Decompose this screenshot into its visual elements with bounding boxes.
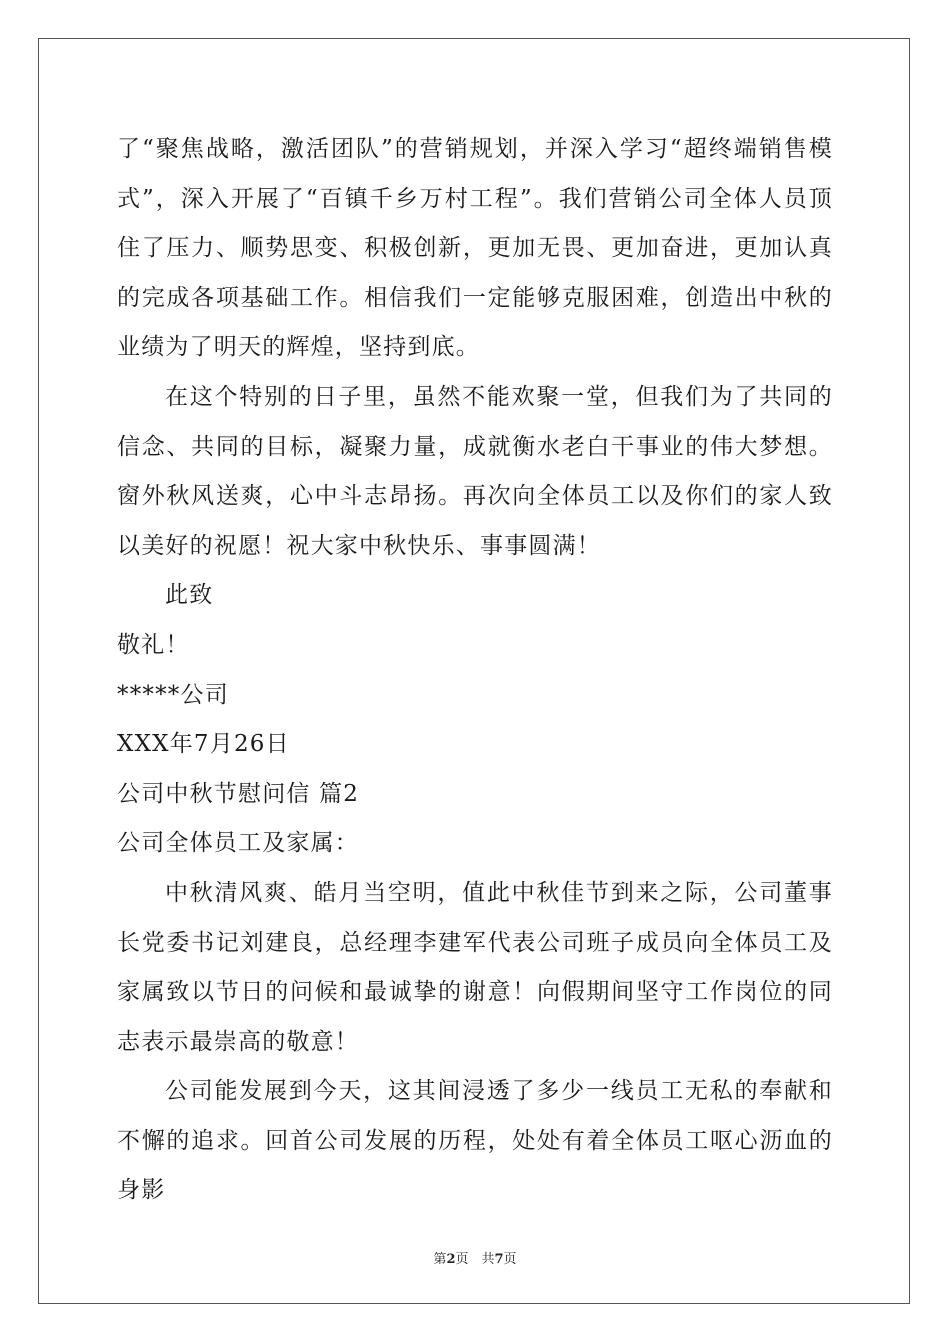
footer-suffix: 页 xyxy=(503,1252,517,1267)
letter-date: XXX年7月26日 xyxy=(117,731,290,758)
closing-greeting: 此致 xyxy=(165,582,214,609)
paragraph-4: 公司能发展到今天，这其间浸透了多少一线员工无私的奉献和不懈的追求。回首公司发展的历程，处处有着全体员工呕心沥血的身影 xyxy=(117,1078,833,1204)
footer-mid: 页 共 xyxy=(455,1252,495,1267)
section-title: 公司中秋节慰问信 篇2 xyxy=(117,780,360,807)
paragraph-2: 在这个特别的日子里，虽然不能欢聚一堂，但我们为了共同的信念、共同的目标，凝聚力量，成就衡水老白干事业的伟大梦想。窗外秋风送爽，心中斗志昂扬。再次向全体员工以及你们的家人致以美好的祝愿！祝大家中秋快乐、事事圆满！ xyxy=(117,383,833,559)
document-body xyxy=(117,125,833,1216)
salutation: 公司全体员工及家属： xyxy=(117,830,359,857)
closing-salute: 敬礼！ xyxy=(117,631,190,658)
paragraph-1: 了“聚焦战略，激活团队”的营销规划，并深入学习“超终端销售模式”，深入开展了“百镇千乡万村工程”。我们营销公司全体人员顶住了压力、顺势思变、积极创新，更加无畏、更加奋进，更加认真的完成各项基础工作。相信我们一定能够克服困难，创造出中秋的业绩为了明天的辉煌，坚持到底。 xyxy=(117,136,833,361)
page-footer xyxy=(0,1248,950,1267)
footer-total-pages: 7 xyxy=(494,1252,504,1267)
paragraph-3: 中秋清风爽、皓月当空明，值此中秋佳节到来之际，公司董事长党委书记刘建良，总经理李建军代表公司班子成员向全体员工及家属致以节日的问候和最诚挚的谢意！向假期间坚守工作岗位的同志表示最崇高的敬意！ xyxy=(117,879,833,1055)
footer-prefix: 第 xyxy=(433,1252,447,1267)
company-signature: *****公司 xyxy=(117,681,229,708)
footer-page-number: 2 xyxy=(446,1252,456,1267)
